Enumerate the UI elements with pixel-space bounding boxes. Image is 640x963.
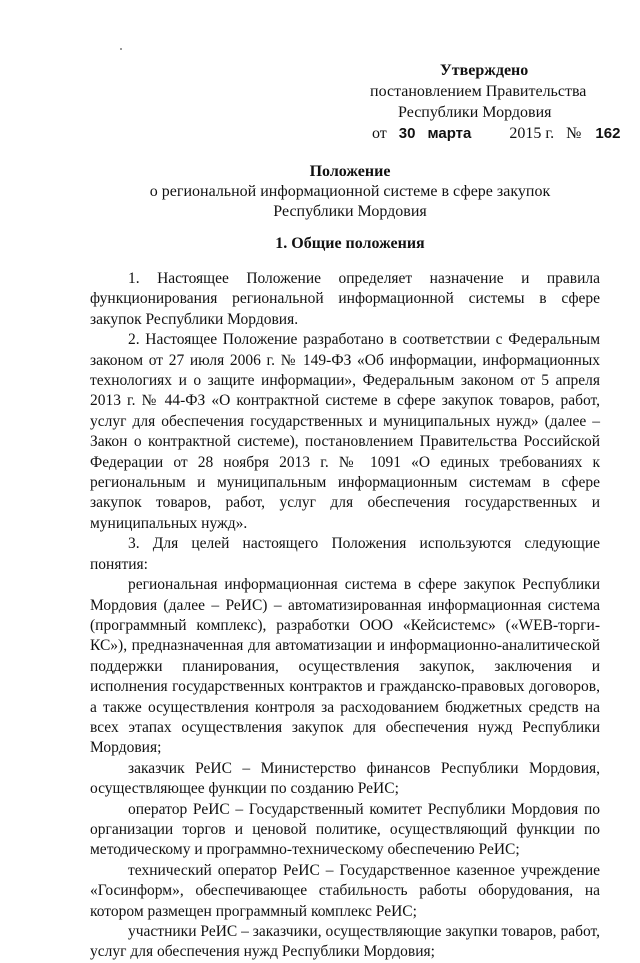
- approval-date-day: 30: [398, 125, 416, 142]
- definition-operator: оператор РеИС – Государственный комитет Республики Мордовия по организации торгов и ценовой политике, осуществляющий функции по методическому и программно-техническому обеспечению РеИС;: [90, 800, 600, 859]
- document-title-heading: Положение: [309, 163, 391, 180]
- definition-reis: региональная информационная система в сфере закупок Республики Мордовия (далее – РеИС) – автоматизированная информационная система (программный комплекс), разработки ООО «Кейсистемс» («WEB-торги-КС»), предназначенная для автоматизации и информационно-аналитической поддержки планирования, осуществления закупок, заключения и исполнения государственных контрактов и гражданско-правовых договоров, а также осуществления контроля за расходованием бюджетных средств на всех этапах осуществления закупок для обеспечения нужд Республики Мордовия;: [90, 576, 600, 757]
- scan-speck: [120, 48, 122, 50]
- section-heading: 1. Общие положения: [275, 235, 425, 252]
- approval-number-sign: №: [566, 125, 582, 142]
- approval-line-2: Республики Мордовия: [398, 104, 552, 121]
- approval-stamp: [360, 60, 621, 144]
- definition-participants: участники РеИС – заказчики, осуществляющие закупки товаров, работ, услуг для обеспечения нужд Республики Мордовия;: [90, 923, 600, 961]
- document-title: [120, 162, 580, 222]
- definition-customer: заказчик РеИС – Министерство финансов Республики Мордовия, осуществляющее функции по созданию РеИС;: [90, 759, 600, 798]
- paragraph-1: 1. Настоящее Положение определяет назначение и правила функционирования региональной информационной системы в сфере закупок Республики Мордовия.: [90, 270, 600, 328]
- definition-technical-operator: технический оператор РеИС – Государственное казенное учреждение «Госинформ», обеспечивающее стабильность работы оборудования, на котором размещен программный комплекс РеИС;: [90, 861, 600, 920]
- approval-number: 162: [595, 125, 621, 142]
- approval-date-year: 2015 г.: [509, 125, 555, 142]
- paragraph-3: 3. Для целей настоящего Положения используются следующие понятия:: [90, 535, 600, 573]
- approval-line-1: постановлением Правительства: [370, 83, 587, 100]
- document-title-line-1: о региональной информационной системе в сфере закупок: [149, 183, 551, 200]
- paragraph-2: 2. Настоящее Положение разработано в соответствии с Федеральным законом от 27 июля 2006 г. № 149-ФЗ «Об информации, информационных технологиях и о защите информации», Федеральным законом от 5 апреля 2013 г. № 44-ФЗ «О контрактной системе в сфере закупок товаров, работ, услуг для обеспечения государственных и муниципальных нужд» (далее – Закон о контрактной системе), постановлением Правительства Российской Федерации от 28 ноября 2013 г. № 1091 «О единых требованиях к региональным и муниципальным информационным системам в сфере закупок товаров, работ, услуг для обеспечения государственных и муниципальных нужд».: [90, 331, 600, 532]
- approval-title: Утверждено: [440, 62, 529, 79]
- approval-date-prefix: от: [372, 125, 387, 142]
- document-body: [90, 269, 600, 963]
- approval-date-line: [360, 123, 621, 144]
- document-title-line-2: Республики Мордовия: [273, 203, 427, 220]
- approval-date-month: марта: [427, 125, 472, 142]
